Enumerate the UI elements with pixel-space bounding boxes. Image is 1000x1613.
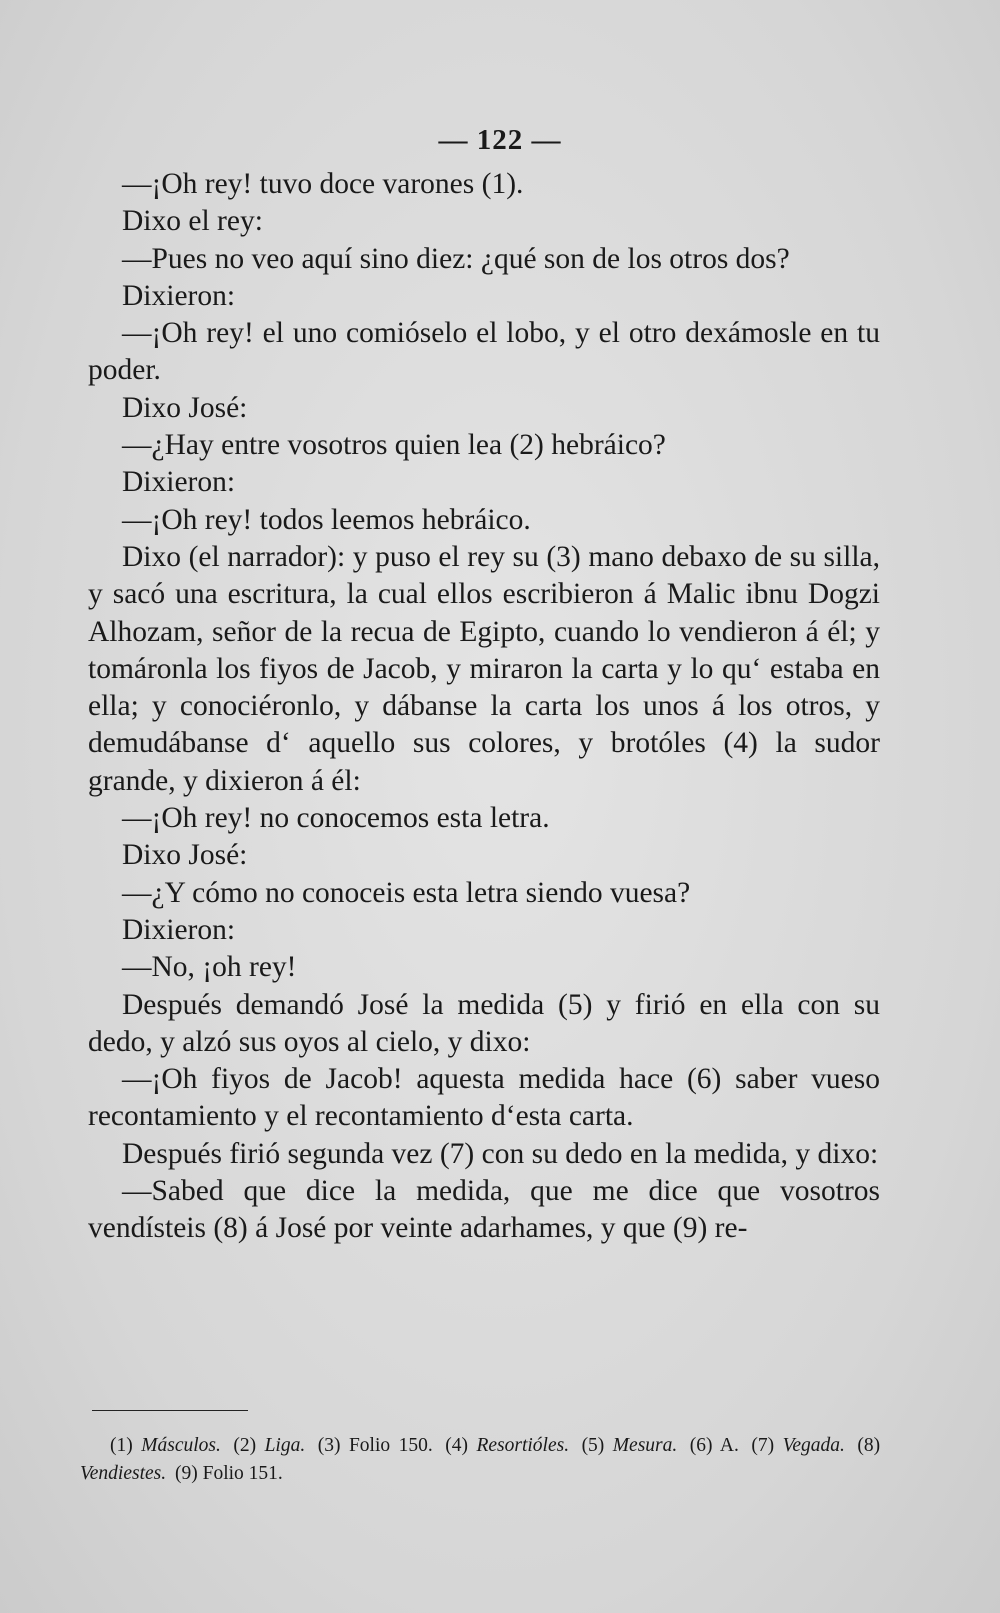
paragraph: —No, ¡oh rey! — [122, 951, 297, 984]
paragraph: Dixieron: — [122, 466, 236, 499]
main-text — [88, 166, 880, 1248]
paragraph: —¡Oh fiyos de Jacob! aquesta medida hace (6) saber vueso recontamiento y el recontamiento d‘esta carta. — [88, 1063, 880, 1133]
paragraph: Dixo (el narrador): y puso el rey su (3) mano debaxo de su silla, y sacó una escritura, la cual ellos escribieron á Malic ibnu Dogzi Alhozam, señor de la recua de Egipto, cuando lo vendieron á él; y tomáronla los fiyos de Jacob, y miraron la carta y lo qu‘ estaba en ella; y conociéronlo, y dábanse la carta los unos á los otros, y demudábanse d‘ aquello sus colores, y brotóles (4) la sudor grande, y dixieron á él: — [88, 540, 880, 797]
footnote — [110, 1435, 221, 1456]
footnote-number: (2) — [233, 1435, 257, 1456]
footnotes — [80, 1432, 880, 1488]
paragraph: Dixieron: — [122, 279, 236, 312]
footnote-number: (9) — [174, 1463, 198, 1484]
footnote-divider — [92, 1410, 248, 1411]
footnote — [445, 1435, 569, 1456]
paragraph: —¿Y cómo no conoceis esta letra siendo vuesa? — [122, 876, 691, 909]
paragraph: —¡Oh rey! no conocemos esta letra. — [122, 802, 550, 835]
paragraph: —¡Oh rey! todos leemos hebráico. — [122, 503, 531, 536]
footnote-text: Vendiestes. — [80, 1463, 167, 1484]
footnote-number: (6) — [689, 1435, 713, 1456]
footnote-number: (1) — [110, 1435, 133, 1456]
paragraph: —Pues no veo aquí sino diez: ¿qué son de los otros dos? — [122, 242, 790, 275]
footnote-text: Másculos. — [141, 1435, 221, 1456]
footnote — [233, 1435, 305, 1456]
paragraph: Dixo José: — [122, 839, 248, 872]
paragraph: Dixo José: — [122, 391, 248, 424]
footnote-text: A. — [719, 1435, 739, 1456]
footnote-number: (3) — [317, 1435, 341, 1456]
paragraph: Dixieron: — [122, 913, 236, 946]
paragraph: Después firió segunda vez (7) con su dedo en la medida, y dixo: — [122, 1137, 879, 1170]
paragraph: —Sabed que dice la medida, que me dice que vosotros vendísteis (8) á José por veinte adarhames, y que (9) re- — [88, 1175, 880, 1245]
paragraph: —¡Oh rey! el uno comióselo el lobo, y el otro dexámosle en tu poder. — [88, 317, 880, 387]
footnote-number: (8) — [857, 1435, 881, 1456]
footnote-number: (4) — [445, 1435, 468, 1456]
footnote — [751, 1435, 845, 1456]
footnote-text: Resortióles. — [476, 1435, 570, 1456]
footnote-text: Folio 150. — [348, 1435, 433, 1456]
footnote — [582, 1435, 678, 1456]
paragraph: Después demandó José la medida (5) y firió en ella con su dedo, y alzó sus oyos al cielo, y dixo: — [88, 988, 880, 1058]
paragraph: —¡Oh rey! tuvo doce varones (1). — [122, 168, 524, 200]
footnote-text: Liga. — [264, 1435, 306, 1456]
footnote-text: Vegada. — [782, 1435, 845, 1456]
page-number: — 122 — — [438, 124, 562, 156]
paragraph: —¿Hay entre vosotros quien lea (2) hebráico? — [122, 429, 666, 462]
footnote-text: Mesura. — [612, 1435, 678, 1456]
footnote-text: Folio 151. — [202, 1463, 283, 1484]
footnote — [690, 1435, 739, 1456]
footnote-number: (5) — [581, 1435, 605, 1456]
footnote-number: (7) — [751, 1435, 775, 1456]
footnote — [318, 1435, 433, 1456]
paragraph: Dixo el rey: — [122, 205, 263, 238]
footnote — [175, 1463, 283, 1484]
